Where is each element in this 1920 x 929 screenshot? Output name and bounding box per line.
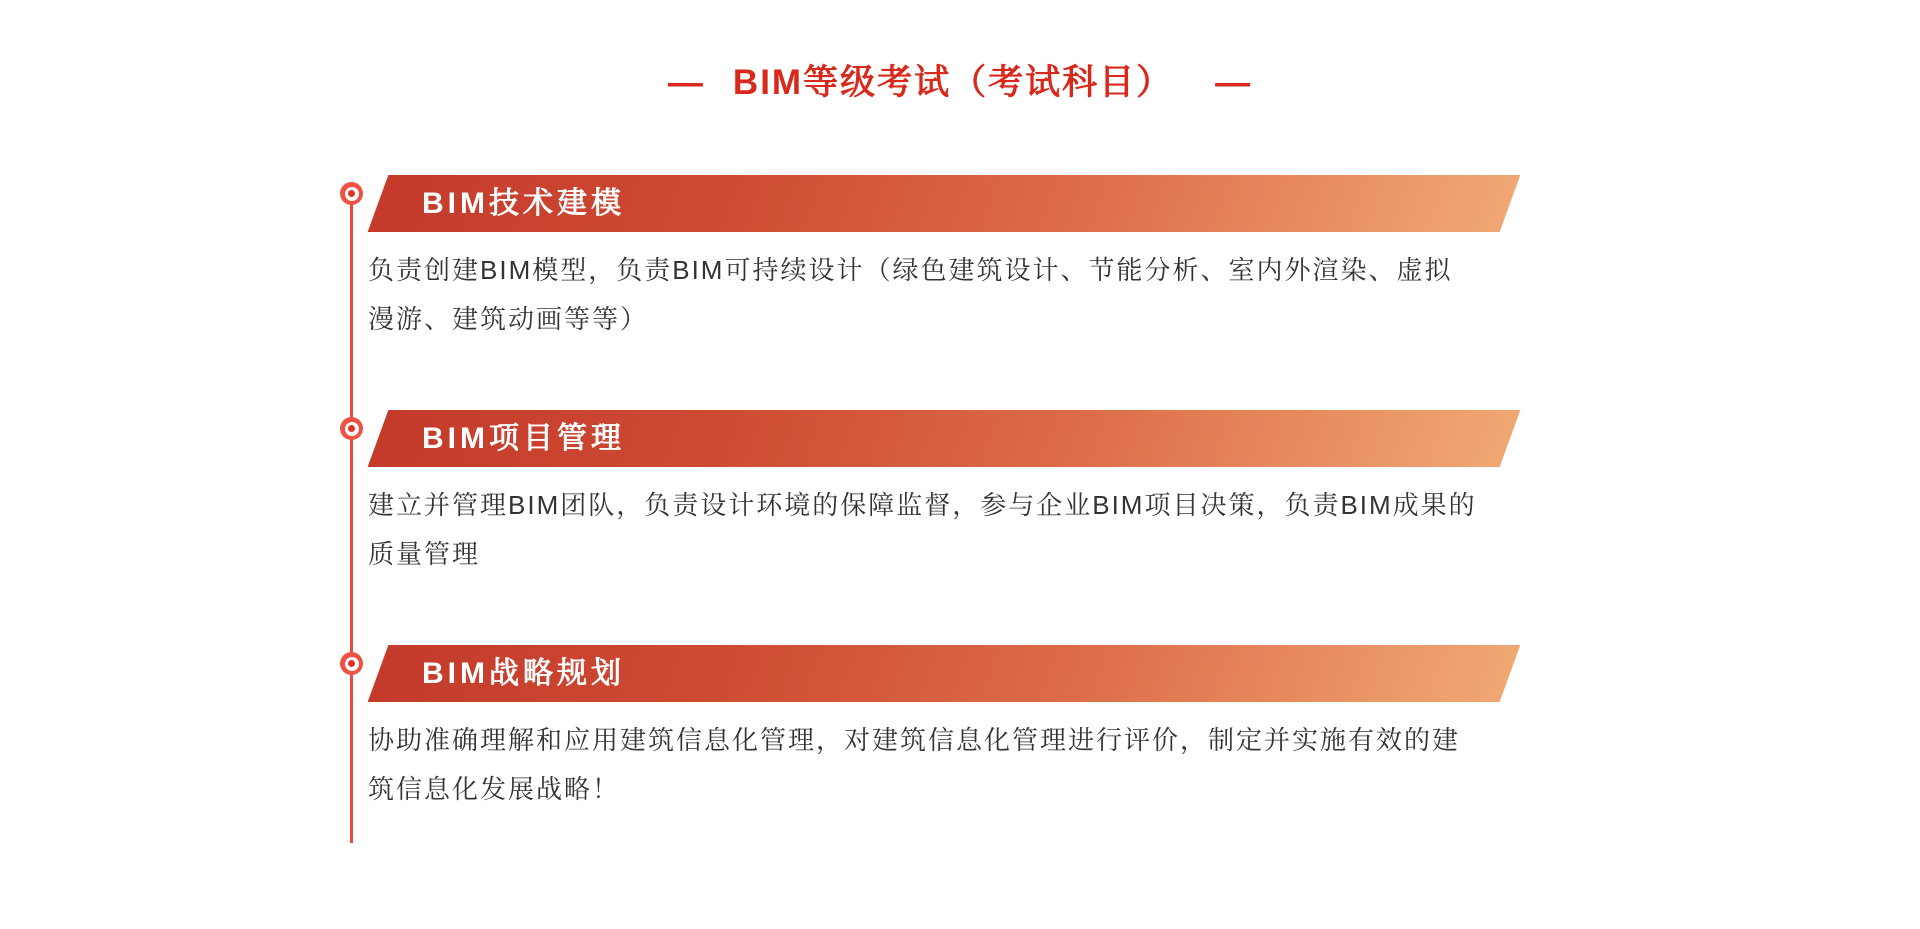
body-line: 筑信息化发展战略！ <box>368 774 621 804</box>
timeline-bullet-icon <box>340 652 363 675</box>
bullet-dot <box>348 660 355 667</box>
bullet-dot <box>348 190 355 197</box>
timeline-bullet-icon <box>340 417 363 440</box>
title-text: BIM等级考试（考试科目） <box>732 63 1174 102</box>
title-right-dash: — <box>1215 63 1253 102</box>
section-body <box>368 246 1533 344</box>
bullet-ring <box>345 187 359 201</box>
bullet-ring <box>345 657 359 671</box>
timeline-line <box>350 196 353 843</box>
title-left-dash: — <box>667 63 705 102</box>
section-body <box>368 481 1533 579</box>
body-line: 质量管理 <box>368 539 481 569</box>
section-banner-bim-modeling <box>368 175 1521 232</box>
bullet-ring <box>345 422 359 436</box>
section-heading: BIM项目管理 <box>422 422 625 455</box>
section-heading: BIM战略规划 <box>422 657 625 690</box>
page-title <box>0 55 1920 105</box>
body-line: 协助准确理解和应用建筑信息化管理，对建筑信息化管理进行评价，制定并实施有效的建 <box>368 725 1461 755</box>
bullet-dot <box>348 425 355 432</box>
body-line: 负责创建BIM模型，负责BIM可持续设计（绿色建筑设计、节能分析、室内外渲染、虚拟 <box>368 255 1453 285</box>
section-banner-bim-strategic-planning <box>368 645 1521 702</box>
section-body <box>368 716 1533 814</box>
body-line: 漫游、建筑动画等等） <box>368 304 649 334</box>
timeline-bullet-icon <box>340 182 363 205</box>
section-banner-bim-project-management <box>368 410 1521 467</box>
body-line: 建立并管理BIM团队，负责设计环境的保障监督，参与企业BIM项目决策，负责BIM成果的 <box>368 490 1477 520</box>
section-heading: BIM技术建模 <box>422 187 625 220</box>
